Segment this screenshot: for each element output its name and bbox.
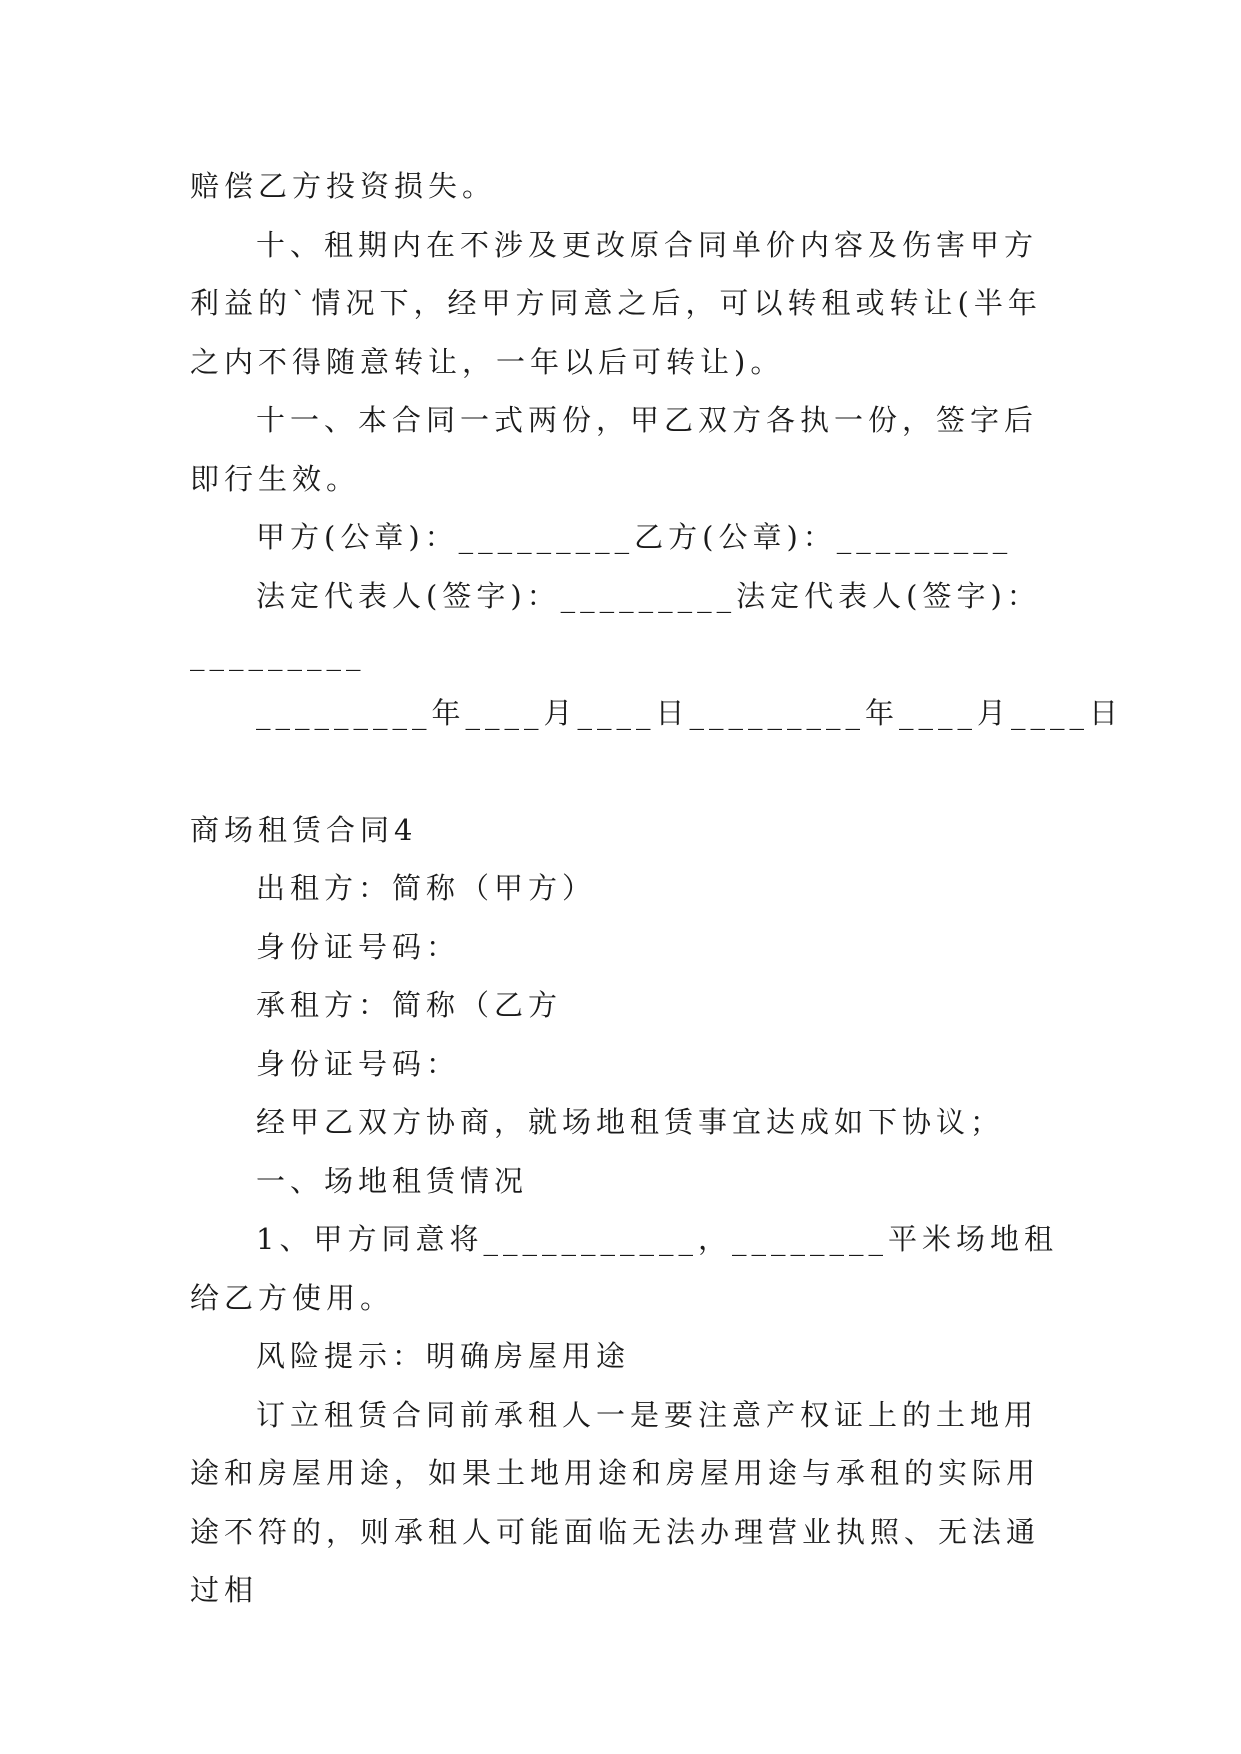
date-line: _________年____月____日_________年____月____日 <box>256 695 1124 730</box>
document-body <box>190 157 1124 1620</box>
lessor-line: 出租方：简称（甲方） <box>256 871 597 905</box>
item-one-area: 1、甲方同意将___________，________平米场地租给乙方使用。 <box>190 1222 1058 1315</box>
risk-tip-body: 订立租赁合同前承租人一是要注意产权证上的土地用途和房屋用途，如果土地用途和房屋用途与承租的实际用途不符的，则承租人可能面临无法办理营业执照、无法通过相 <box>190 1397 1041 1607</box>
legal-representative-line: 法定代表人(签字)：_________法定代表人(签字)：_________ <box>190 578 1041 671</box>
lessor-id-line: 身份证号码： <box>256 929 461 964</box>
clause-ten-sublease: 十、租期内在不涉及更改原合同单价内容及伤害甲方利益的`情况下，经甲方同意之后，可以转租或转让(半年之内不得随意转让，一年以后可转让)。 <box>190 227 1042 379</box>
lessee-line: 承租方：简称（乙方 <box>256 988 563 1022</box>
agreement-intro: 经甲乙双方协商，就场地租赁事宜达成如下协议； <box>256 1105 1005 1139</box>
clause-eleven-copies: 十一、本合同一式两份，甲乙双方各执一份，签字后即行生效。 <box>190 403 1039 496</box>
contract-title: 商场租赁合同4 <box>190 812 418 847</box>
paragraph-compensation: 赔偿乙方投资损失。 <box>190 169 497 203</box>
section-one-heading: 一、场地租赁情况 <box>256 1163 529 1198</box>
risk-tip-heading: 风险提示：明确房屋用途 <box>256 1339 631 1373</box>
party-seal-line: 甲方(公章)：_________乙方(公章)：_________ <box>256 520 1013 554</box>
section-gap <box>190 742 1060 801</box>
lessee-id-line: 身份证号码： <box>256 1046 461 1081</box>
